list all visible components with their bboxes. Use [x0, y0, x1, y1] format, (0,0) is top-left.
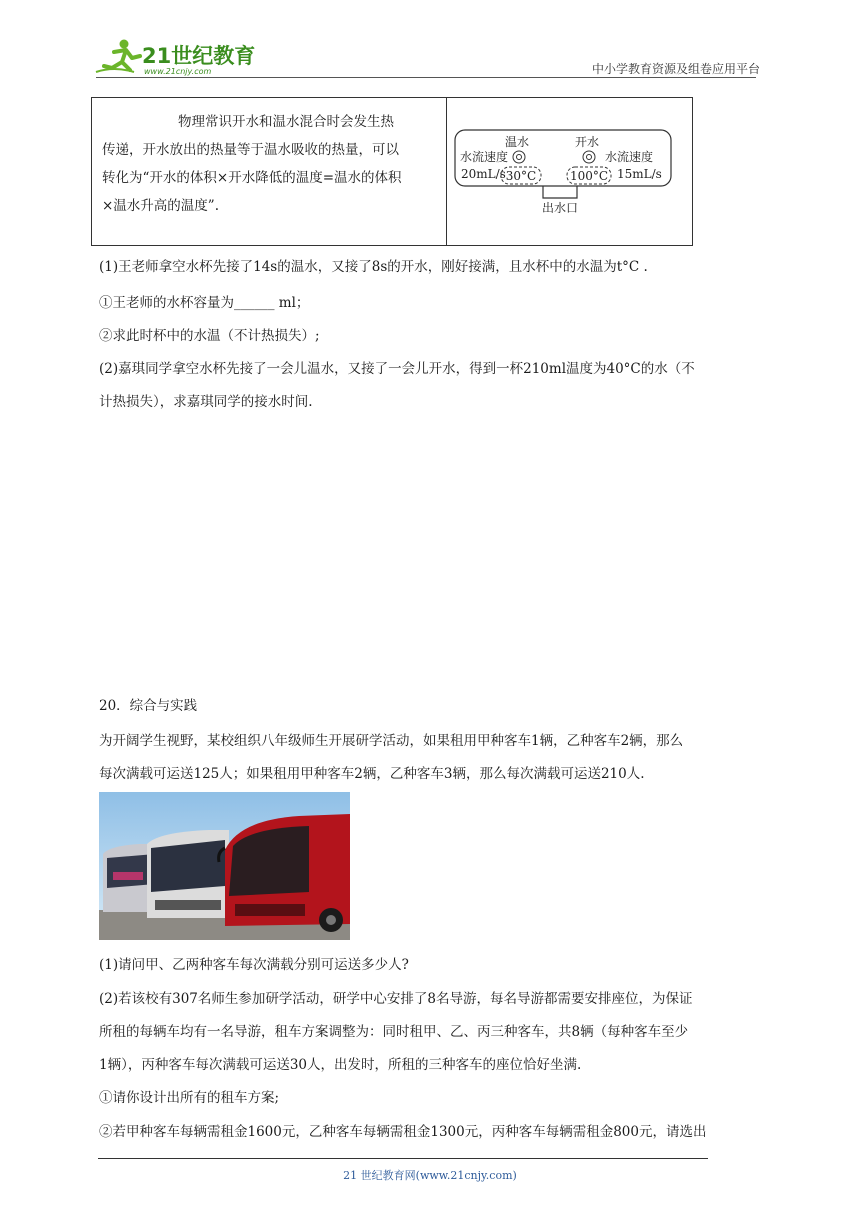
note-line: 转化为“开水的体积×开水降低的温度=温水的体积: [102, 170, 402, 186]
header-divider: [96, 77, 756, 78]
bus-middle: [147, 830, 229, 918]
platform-name: 中小学教育资源及组卷应用平台: [591, 62, 760, 76]
info-text-cell: [92, 98, 447, 245]
info-box: [91, 97, 693, 246]
outlet-label: 出水口: [541, 201, 579, 215]
left-rate-label: 水流速度: [460, 150, 509, 164]
q20-part2-line1: (2)若该校有307名师生参加研学活动，研学中心安排了8名导游，每名导游都需要安排座位，为保证: [99, 991, 693, 1007]
warm-water-label: 温水: [504, 135, 530, 149]
q19-part2-line2: 计热损失），求嘉琪同学的接水时间.: [99, 394, 313, 410]
q19-part2-line1: (2)嘉琪同学拿空水杯先接了一会儿温水，又接了一会儿开水，得到一杯210ml温度为40°C的水（不: [99, 361, 695, 377]
left-rate-value: 20mL/s: [461, 167, 506, 181]
note-line: 物理常识开水和温水混合时会发生热: [178, 114, 394, 130]
physics-note: [102, 108, 442, 220]
water-dispenser-diagram: [447, 98, 692, 245]
hot-tap-icon: [583, 151, 595, 163]
hot-water-label: 开水: [574, 135, 600, 149]
buses-photo: [99, 792, 350, 940]
q20-title: 20．综合与实践: [99, 698, 198, 714]
outlet-spout: [543, 186, 577, 198]
hot-temp: 100°C: [569, 169, 609, 183]
note-line: 传递，开水放出的热量等于温水吸收的热量，可以: [102, 142, 399, 158]
q20-part2-line2: 所租的每辆车均有一名导游，租车方案调整为：同时租甲、乙、丙三种客车，共8辆（每种客车至少: [99, 1024, 689, 1040]
q20-part2-a: ①请你设计出所有的租车方案;: [99, 1090, 280, 1106]
warm-tap-icon: [513, 151, 525, 163]
right-rate-label: 水流速度: [605, 150, 654, 164]
footer-link[interactable]: 21 世纪教育网(www.21cnjy.com): [343, 1169, 517, 1182]
site-logo: [94, 36, 264, 78]
q20-intro-line2: 每次满载可运送125人；如果租用甲种客车2辆，乙种客车3辆，那么每次满载可运送210人.: [99, 766, 645, 782]
runner-icon: [96, 40, 140, 73]
warm-temp: 30°C: [505, 169, 537, 183]
footer-divider: [98, 1158, 708, 1159]
q19-part1: (1)王老师拿空水杯先接了14s的温水，又接了8s的开水，刚好接满，且水杯中的水温为t°C .: [99, 259, 648, 275]
note-line: ×温水升高的温度”.: [102, 198, 220, 214]
q20-intro-line1: 为开阔学生视野，某校组织八年级师生开展研学活动，如果租用甲种客车1辆，乙种客车2辆，那么: [99, 733, 684, 749]
svg-text:www.21cnjy.com: www.21cnjy.com: [144, 67, 212, 76]
q20-part1: (1)请问甲、乙两种客车每次满载分别可运送多少人?: [99, 957, 409, 973]
q19-part1-b: ②求此时杯中的水温（不计热损失）;: [99, 328, 320, 344]
right-rate-value: 15mL/s: [617, 167, 662, 181]
q19-part1-a: ①王老师的水杯容量为______ ml；: [99, 295, 310, 311]
q20-part2-line3: 1辆），丙种客车每次满载可运送30人，出发时，所租的三种客车的座位恰好坐满.: [99, 1057, 582, 1073]
svg-text:21世纪教育: 21世纪教育: [142, 44, 256, 68]
q20-part2-b: ②若甲种客车每辆需租金1600元，乙种客车每辆需租金1300元，丙种客车每辆需租金800元，请选出: [99, 1124, 707, 1140]
